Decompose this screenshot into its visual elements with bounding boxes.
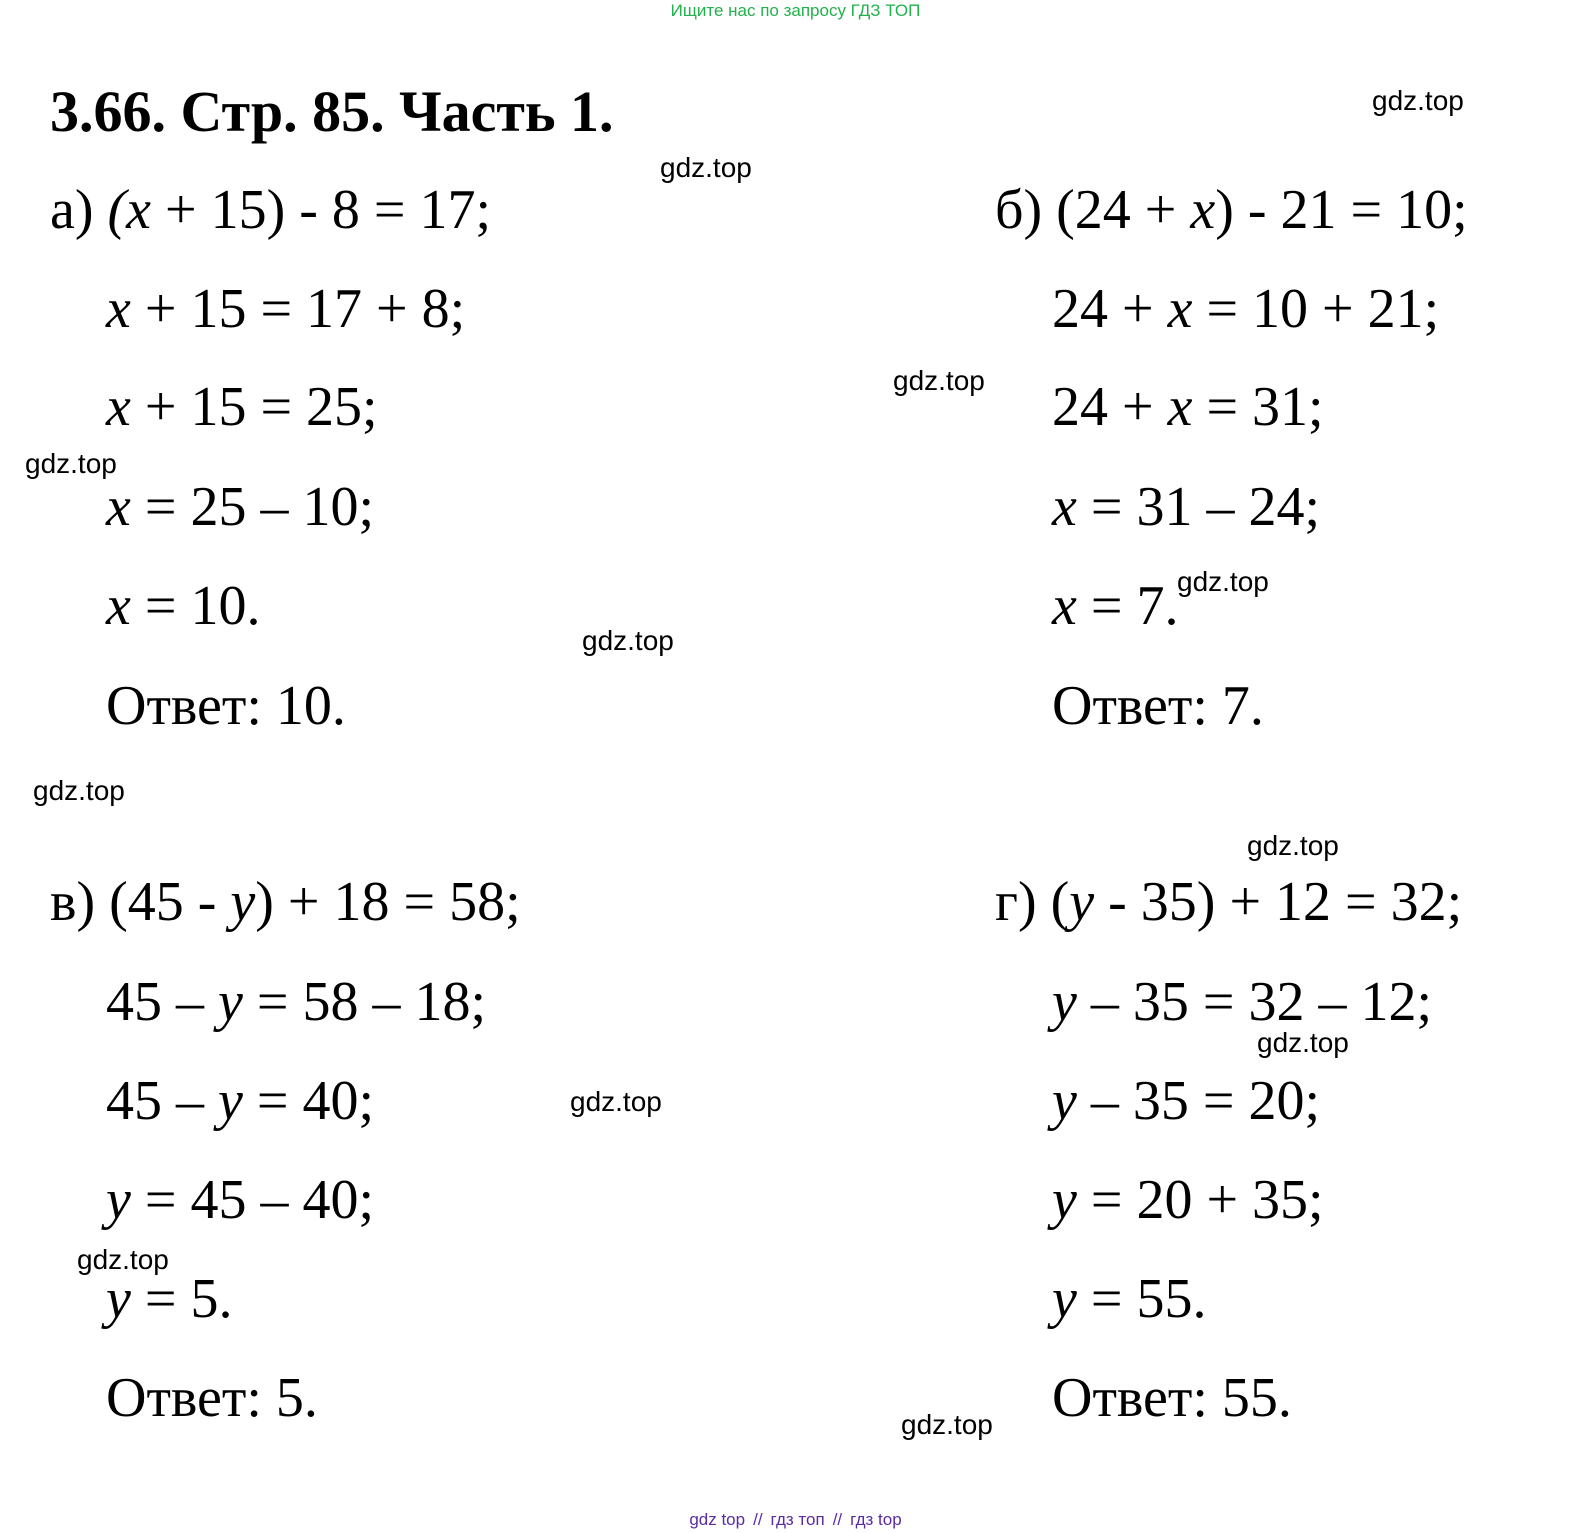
step-text: 24 + — [1052, 376, 1168, 438]
variable: x — [126, 179, 152, 241]
footer-separator: // — [832, 1510, 843, 1529]
watermark: gdz.top — [1257, 1027, 1349, 1058]
step-text: – 35 = 32 – 12; — [1076, 971, 1432, 1033]
problem-a-equation — [50, 178, 491, 242]
problem-a-answer: Ответ: 10. — [106, 675, 346, 737]
step-text: + 15 = 17 + 8; — [130, 278, 466, 340]
equation-part: ( — [107, 179, 127, 241]
problem-label: г) — [995, 871, 1037, 933]
problem-b-step-4 — [1052, 574, 1178, 638]
watermark: gdz.top — [582, 625, 674, 656]
watermark: gdz.top — [660, 152, 752, 183]
problem-b-step-1 — [1052, 277, 1439, 341]
equation-part: + 15) - 8 = 17; — [151, 179, 492, 241]
variable: x — [106, 376, 131, 438]
variable: y — [1052, 1169, 1077, 1231]
footer-link[interactable]: гдз top — [850, 1510, 902, 1529]
watermark: gdz.top — [33, 775, 125, 806]
step-text: 45 – — [106, 971, 218, 1033]
variable: y — [230, 871, 256, 933]
problem-d-step-3 — [1052, 1168, 1324, 1232]
watermark: gdz.top — [1177, 566, 1269, 597]
step-text: = 58 – 18; — [242, 971, 486, 1033]
problem-label: а) — [50, 179, 94, 241]
variable: y — [106, 1169, 131, 1231]
problem-label: в) — [50, 871, 96, 933]
variable: y — [1052, 1268, 1077, 1330]
watermark: gdz.top — [570, 1086, 662, 1117]
step-text: = 20 + 35; — [1076, 1169, 1324, 1231]
equation-part: ) + 18 = 58; — [255, 871, 521, 933]
watermark: gdz.top — [25, 448, 117, 479]
step-text: 24 + — [1052, 278, 1168, 340]
problem-d-step-2 — [1052, 1069, 1320, 1133]
problem-b-answer: Ответ: 7. — [1052, 675, 1264, 737]
promo-banner[interactable]: Ищите нас по запросу ГДЗ ТОП — [670, 1, 921, 20]
problem-c-answer: Ответ: 5. — [106, 1367, 318, 1429]
problem-a-step-3 — [106, 475, 374, 539]
step-text: = 40; — [242, 1070, 374, 1132]
page-title: 3.66. Стр. 85. Часть 1. — [50, 79, 614, 144]
step-text: = 31 – 24; — [1076, 476, 1320, 538]
problem-label: б) — [995, 179, 1043, 241]
footer-link[interactable]: gdz top — [689, 1510, 746, 1529]
problem-c-step-3 — [106, 1168, 374, 1232]
step-text: = 45 – 40; — [130, 1169, 374, 1231]
variable: x — [1167, 278, 1193, 340]
equation-part: (45 - — [109, 871, 231, 933]
watermark: gdz.top — [1372, 85, 1464, 116]
watermark: gdz.top — [893, 365, 985, 396]
step-text: 45 – — [106, 1070, 218, 1132]
problem-c-equation — [50, 870, 521, 934]
variable: x — [106, 476, 131, 538]
variable: y — [106, 1268, 131, 1330]
problem-d-step-1 — [1052, 970, 1432, 1034]
footer-separator: // — [753, 1510, 763, 1529]
variable: x — [1052, 575, 1077, 637]
problem-d-equation — [995, 870, 1462, 934]
watermark: gdz.top — [1247, 830, 1339, 861]
problem-b-equation — [995, 178, 1468, 242]
step-text: + 15 = 25; — [130, 376, 378, 438]
equation-part: - 35) + 12 = 32; — [1094, 871, 1463, 933]
variable: x — [1190, 179, 1216, 241]
step-text: = 10 + 21; — [1192, 278, 1440, 340]
variable: y — [218, 971, 243, 1033]
variable: x — [106, 278, 131, 340]
problem-b-step-3 — [1052, 475, 1320, 539]
footer — [0, 1509, 1591, 1531]
step-text: = 10. — [130, 575, 261, 637]
problem-d-answer: Ответ: 55. — [1052, 1367, 1292, 1429]
variable: x — [1052, 476, 1077, 538]
variable: y — [1069, 871, 1095, 933]
variable: y — [218, 1070, 243, 1132]
footer-link[interactable]: гдз топ — [770, 1510, 825, 1529]
step-text: = 7. — [1076, 575, 1179, 637]
variable: x — [106, 575, 131, 637]
problem-a-step-1 — [106, 277, 465, 341]
problem-a-step-4 — [106, 574, 260, 638]
step-text: = 31; — [1192, 376, 1324, 438]
problem-c-step-2 — [106, 1069, 374, 1133]
variable: y — [1052, 1070, 1077, 1132]
step-text: = 5. — [130, 1268, 233, 1330]
variable: x — [1167, 376, 1193, 438]
equation-part: ( — [1050, 871, 1070, 933]
variable: y — [1052, 971, 1077, 1033]
equation-part: ) - 21 = 10; — [1215, 179, 1468, 241]
problem-c-step-4 — [106, 1267, 232, 1331]
step-text: = 25 – 10; — [130, 476, 374, 538]
problem-d-step-4 — [1052, 1267, 1206, 1331]
problem-b-step-2 — [1052, 375, 1324, 439]
watermark: gdz.top — [901, 1409, 993, 1440]
step-text: = 55. — [1076, 1268, 1207, 1330]
equation-part: (24 + — [1056, 179, 1191, 241]
watermark: gdz.top — [77, 1244, 169, 1275]
step-text: – 35 = 20; — [1076, 1070, 1320, 1132]
problem-a-step-2 — [106, 375, 378, 439]
problem-c-step-1 — [106, 970, 486, 1034]
